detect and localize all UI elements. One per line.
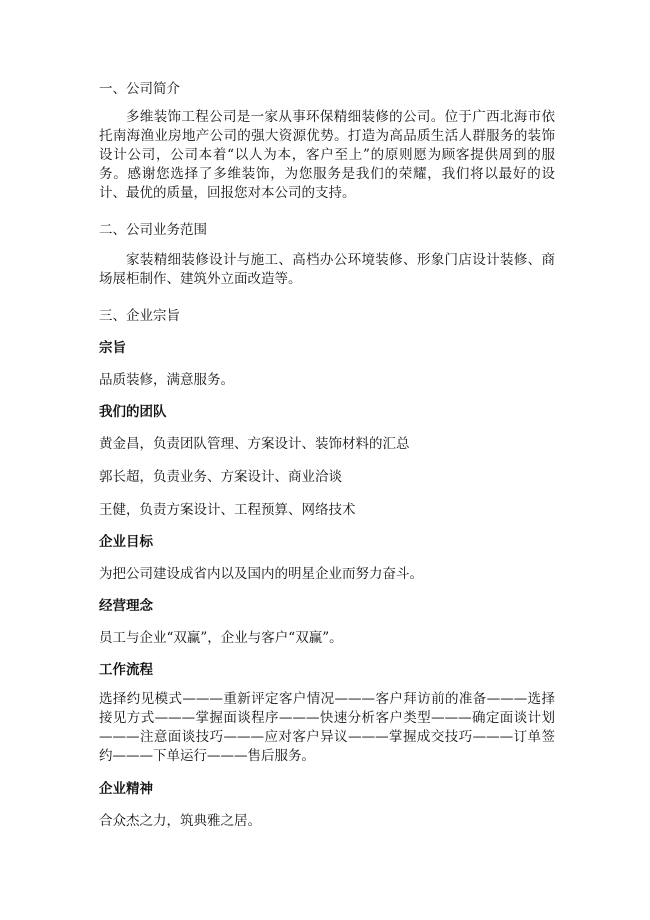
- team-heading: 我们的团队: [99, 404, 167, 420]
- team-member: 郭长超，负责业务、方案设计、商业洽谈: [99, 469, 342, 485]
- purpose-heading: 宗旨: [99, 340, 126, 356]
- section-heading-company-intro: 一、公司简介: [99, 81, 180, 97]
- team-member: 王健，负责方案设计、工程预算、网络技术: [99, 502, 356, 518]
- philosophy-heading: 经营理念: [99, 598, 153, 614]
- business-scope-paragraph: 家装精细装修设计与施工、高档办公环境装修、形象门店设计装修、商场展柜制作、建筑外立面改造等。: [99, 252, 555, 287]
- goal-heading: 企业目标: [99, 534, 153, 550]
- spirit-heading: 企业精神: [99, 781, 153, 797]
- goal-text: 为把公司建设成省内以及国内的明星企业而努力奋斗。: [99, 566, 423, 582]
- document-body: [99, 79, 555, 831]
- philosophy-text: 员工与企业“双赢”，企业与客户“双赢”。: [99, 630, 343, 646]
- team-member: 黄金昌，负责团队管理、方案设计、装饰材料的汇总: [99, 436, 410, 452]
- section-heading-enterprise-purpose: 三、企业宗旨: [99, 308, 180, 324]
- workflow-text: 选择约见模式———重新评定客户情况———客户拜访前的准备———选择接见方式———掌握面谈程序———快速分析客户类型———确定面谈计划———注意面谈技巧———应对客户异议———掌握成交技巧———订单签约———下单运行———售后服务。: [99, 691, 555, 764]
- company-intro-paragraph: 多维装饰工程公司是一家从事环保精细装修的公司。位于广西北海市依托南海渔业房地产公司的强大资源优势。打造为高品质生活人群服务的装饰设计公司，公司本着“以人为本，客户至上”的原则愿为顾客提供周到的服务。感谢您选择了多维装饰，为您服务是我们的荣耀，我们将以最好的设计、最优的质量，回报您对本公司的支持。: [99, 109, 555, 201]
- spirit-text: 合众杰之力，筑典雅之居。: [99, 813, 261, 829]
- section-heading-business-scope: 二、公司业务范围: [99, 222, 207, 238]
- purpose-text: 品质装修，满意服务。: [99, 372, 234, 388]
- workflow-heading: 工作流程: [99, 662, 153, 678]
